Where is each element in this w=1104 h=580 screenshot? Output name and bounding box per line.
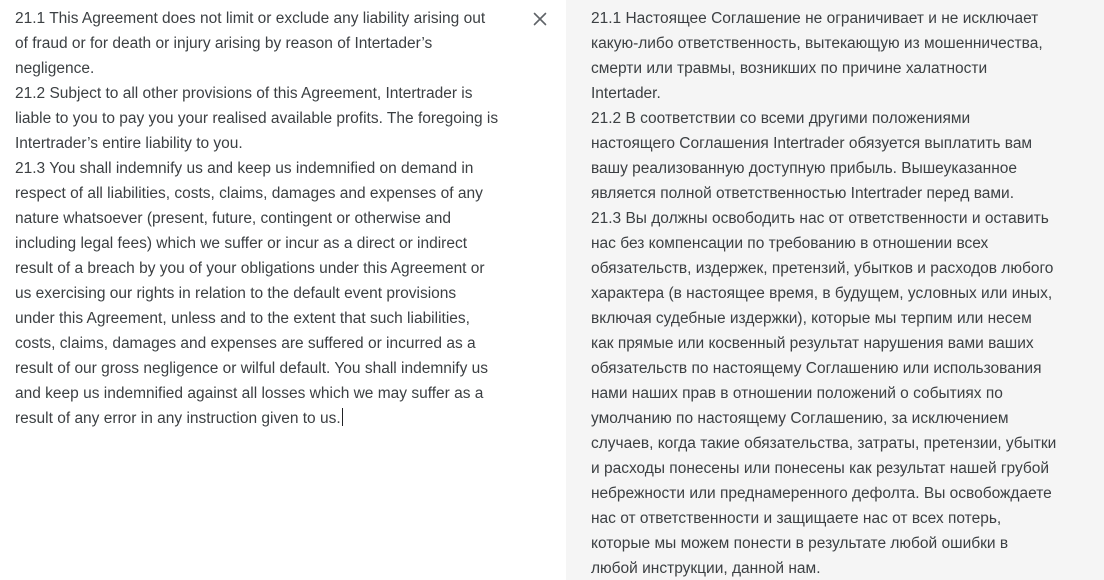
source-text-content: 21.1 This Agreement does not limit or exclude any liability arising out of fraud or for death or injury arising by reason of Intertader’s negligence. 21.2 Subject to all other provisions of this Agreement, Intertrader is liable to you to pay you your realised available profits. The foregoing is Intertrader’s entire liability to you. 21.3 You shall indemnify us and keep us indemnified on demand in respect of all liabilities, costs, claims, damages and expenses of any nature whatsoever (present, future, contingent or otherwise and including legal fees) which we suffer or incur as a direct or indirect result of a breach by you of your obligations under this Agreement or us exercising our rights in relation to the default event provisions under this Agreement, unless and to the extent that such liabilities, costs, claims, damages and expenses are suffered or incurred as a result of our gross negligence or wilful default. You shall indemnify us and keep us indemnified against all losses which we may suffer as a result of any error in any instruction given to us.: [15, 10, 499, 427]
translation-panel: [566, 0, 1104, 580]
translated-text: 21.1 Настоящее Соглашение не ограничивает и не исключает какую-либо ответственность, вытекающую из мошенничества, смерти или травмы, возникших по причине халатности Intertader. 21.2 В соответствии со всеми другими положениями настоящего Соглашения Intertrader обязуется выплатить вам вашу реализованную доступную прибыль. Вышеуказанное является полной ответственностью Intertrader перед вами. 21.3 Вы должны освободить нас от ответственности и оставить нас без компенсации по требованию в отношении всех обязательств, издержек, претензий, убытков и расходов любого характера (в настоящее время, в будущем, условных или иных, включая судебные издержки), которые мы терпим или несем как прямые или косвенный результат нарушения вами ваших обязательств по настоящему Соглашению или использования нами наших прав в отношении положений о событиях по умолчанию по настоящему Соглашению, за исключением случаев, когда такие обязательства, затраты, претензии, убытки и расходы понесены или понесены как результат нашей грубой небрежности или преднамеренного дефолта. Вы освобождаете нас от ответственности и защищаете нас от всех потерь, которые мы можем понести в результате любой ошибки в любой инструкции, данной нам.: [591, 10, 1057, 577]
close-icon: [533, 12, 547, 26]
clear-source-button[interactable]: [529, 8, 551, 30]
source-text-input[interactable]: [15, 6, 525, 431]
text-cursor: [342, 408, 343, 426]
